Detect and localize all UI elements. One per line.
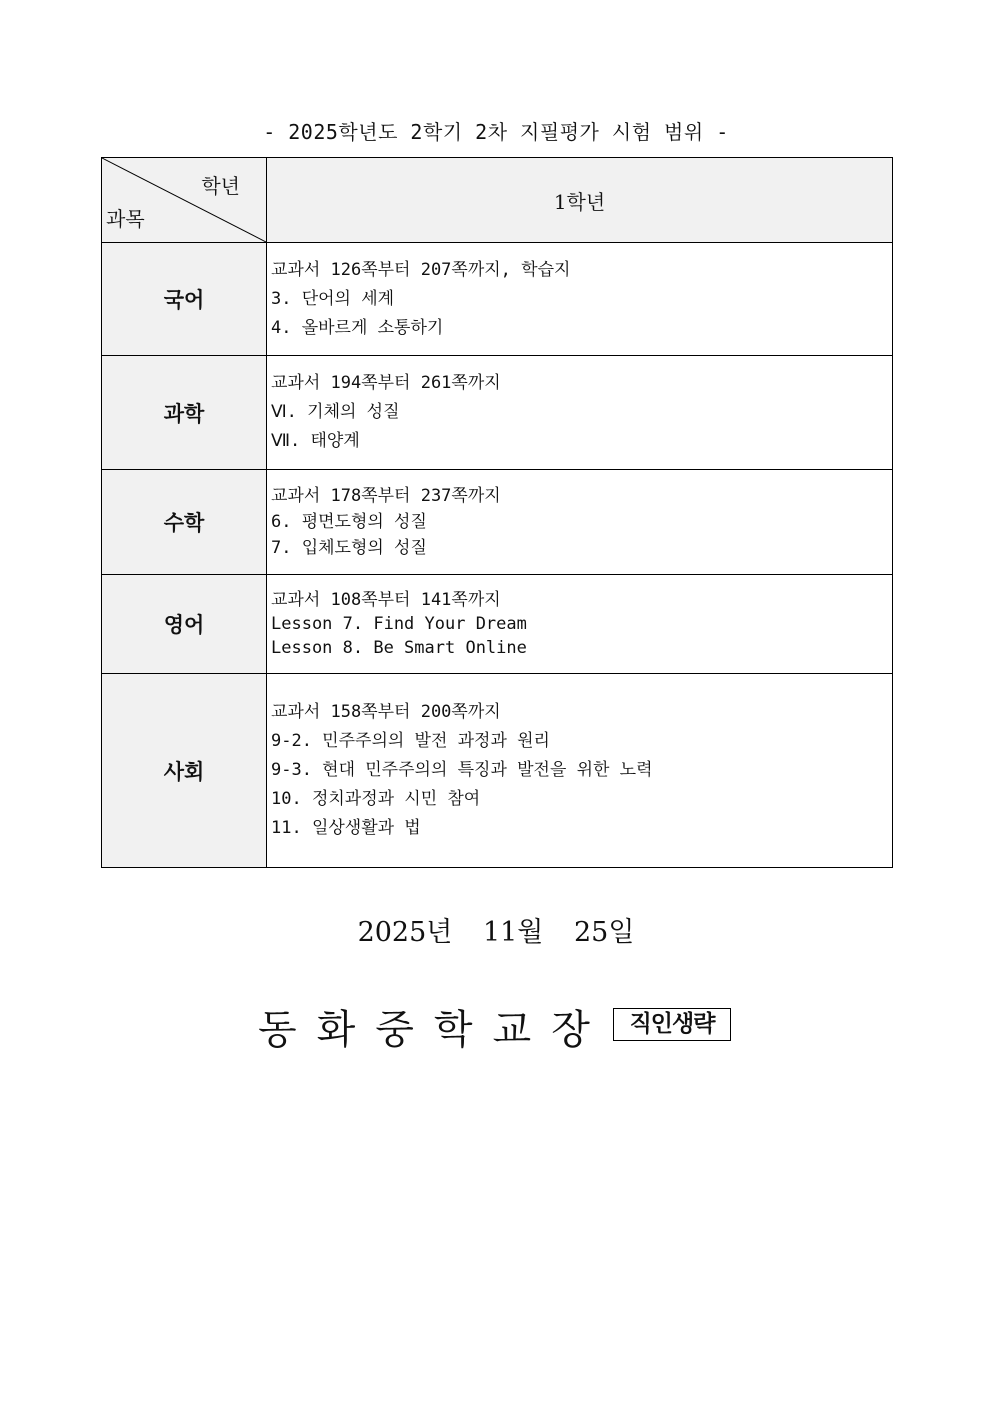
range-line: Lesson 8. Be Smart Online — [271, 638, 527, 658]
principal-signature: 동화중학교장 — [258, 1007, 610, 1053]
seal-omitted-stamp: 직인생략 — [613, 1008, 731, 1041]
range-cell-social — [267, 674, 893, 868]
range-line: 교과서 178쪽부터 237쪽까지 — [271, 486, 501, 506]
range-line: 3. 단어의 세계 — [271, 288, 395, 309]
range-line: 4. 올바르게 소통하기 — [271, 317, 444, 338]
range-line: 9-3. 현대 민주주의의 특징과 발전을 위한 노력 — [271, 760, 653, 780]
table-row — [102, 356, 893, 470]
issue-date: 2025년 11월 25일 — [357, 917, 635, 948]
table-row — [102, 470, 893, 575]
range-cell-science — [267, 356, 893, 470]
range-line: Lesson 7. Find Your Dream — [271, 614, 527, 634]
range-cell-math — [267, 470, 893, 575]
range-line: 교과서 194쪽부터 261쪽까지 — [271, 373, 501, 393]
subject-cell-english: 영어 — [102, 575, 267, 674]
range-line: 11. 일상생활과 법 — [271, 818, 421, 838]
range-cell-korean — [267, 243, 893, 356]
corner-subject-label: 과목 — [106, 207, 145, 231]
subject-cell-korean: 국어 — [102, 243, 267, 356]
range-line: 교과서 108쪽부터 141쪽까지 — [271, 590, 501, 610]
range-line: Ⅵ. 기체의 성질 — [271, 402, 400, 422]
range-line: 교과서 126쪽부터 207쪽까지, 학습지 — [271, 259, 571, 280]
range-line: 6. 평면도형의 성질 — [271, 512, 427, 532]
range-line: 교과서 158쪽부터 200쪽까지 — [271, 702, 501, 722]
range-line: 10. 정치과정과 시민 참여 — [271, 789, 481, 809]
table-header-row — [102, 158, 893, 243]
grade-header-cell: 1학년 — [267, 158, 893, 243]
document-title: - 2025학년도 2학기 2차 지필평가 시험 범위 - — [263, 120, 729, 144]
table-row — [102, 674, 893, 868]
table-row — [102, 243, 893, 356]
range-line: 7. 입체도형의 성질 — [271, 538, 427, 558]
subject-cell-social: 사회 — [102, 674, 267, 868]
subject-cell-math: 수학 — [102, 470, 267, 575]
table-row — [102, 575, 893, 674]
corner-header-cell — [102, 158, 267, 243]
corner-grade-label: 학년 — [201, 174, 240, 198]
subject-cell-science: 과학 — [102, 356, 267, 470]
range-line: 9-2. 민주주의의 발전 과정과 원리 — [271, 731, 550, 751]
range-line: Ⅶ. 태양계 — [271, 431, 360, 451]
range-cell-english — [267, 575, 893, 674]
exam-range-table — [101, 157, 893, 868]
